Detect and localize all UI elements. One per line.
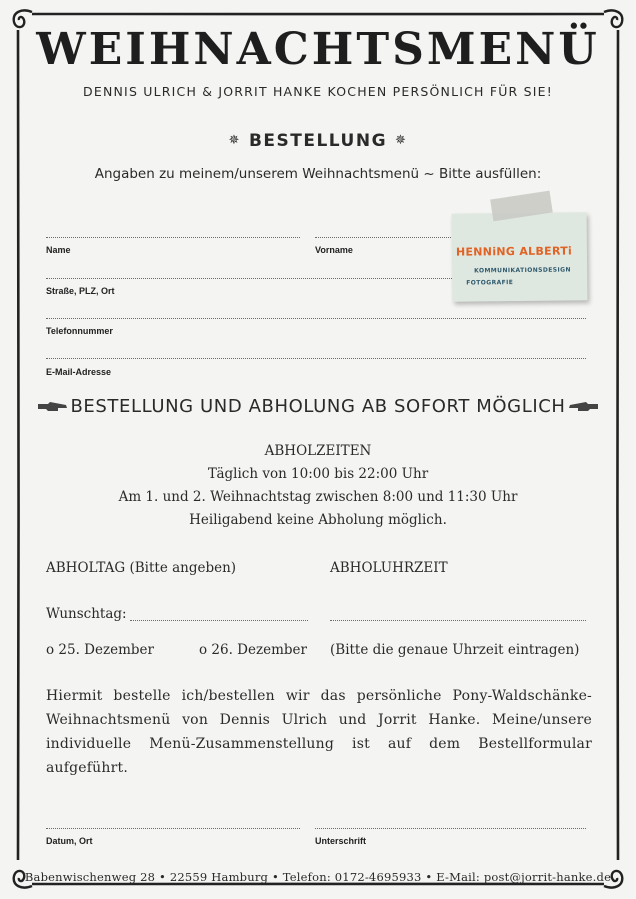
sponsor-logo xyxy=(452,212,588,301)
time-hint: (Bitte die genaue Uhrzeit eintragen) xyxy=(330,642,580,658)
star-ornament-icon: ✵ xyxy=(228,133,241,148)
page-title: WEIHNACHTSMENÜ xyxy=(36,24,600,75)
vorname-field[interactable] xyxy=(315,237,455,238)
logo-line-photo: FOTOGRAFIE xyxy=(466,279,514,287)
order-instructions: Angaben zu meinem/unserem Weihnachtsmenü ~ Bitte ausfüllen: xyxy=(94,166,542,182)
footer-contact: Babenwischenweg 28 • 22559 Hamburg • Telefon: 0172-4695933 • E-Mail: post@jorrit-hanke.de xyxy=(24,870,612,884)
pickup-time-field[interactable] xyxy=(330,620,586,621)
signature-label: Unterschrift xyxy=(315,836,367,846)
phone-field[interactable] xyxy=(46,318,586,319)
address-field[interactable] xyxy=(46,278,456,279)
pickup-times-heading: ABHOLZEITEN xyxy=(264,443,372,459)
pickup-time-line: Heiligabend keine Abholung möglich. xyxy=(189,512,447,528)
phone-label: Telefonnummer xyxy=(46,326,113,336)
order-heading-text: BESTELLUNG xyxy=(248,131,388,151)
pickup-time-line: Täglich von 10:00 bis 22:00 Uhr xyxy=(207,466,429,482)
pickup-time-label: ABHOLUHRZEIT xyxy=(330,560,448,576)
date-place-label: Datum, Ort xyxy=(46,836,93,846)
email-label: E-Mail-Adresse xyxy=(46,367,112,377)
name-field[interactable] xyxy=(46,237,300,238)
logo-line-design: KOMMUNIKATIONSDESIGN xyxy=(474,266,571,275)
wish-day-label: Wunschtag: xyxy=(46,606,127,622)
logo-name: HENNiNG ALBERTi xyxy=(455,244,573,259)
option-dec-26[interactable]: o 26. Dezember xyxy=(199,642,307,658)
signature-field[interactable] xyxy=(315,828,586,829)
wish-day-field[interactable] xyxy=(130,620,308,621)
order-heading xyxy=(0,131,636,151)
pickup-day-label: ABHOLTAG (Bitte angeben) xyxy=(46,560,237,576)
star-ornament-icon: ✵ xyxy=(395,133,408,148)
vorname-label: Vorname xyxy=(315,245,353,255)
email-field[interactable] xyxy=(46,358,586,359)
pickup-banner: BESTELLUNG UND ABHOLUNG AB SOFORT MÖGLICH xyxy=(70,396,566,417)
name-label: Name xyxy=(46,245,71,255)
pickup-time-line: Am 1. und 2. Weihnachtstag zwischen 8:00 und 11:30 Uhr xyxy=(118,489,518,505)
declaration-text: Hiermit bestelle ich/bestellen wir das persönliche Pony-Waldschänke-Weihnachtsmenü von Dennis Ulrich und Jorrit Hanke. Meine/unsere individuelle Menü-Zusammenstellung ist auf dem Bestellformular aufgeführt. xyxy=(46,688,592,776)
date-place-field[interactable] xyxy=(46,828,300,829)
page-subtitle: DENNIS ULRICH & JORRIT HANKE KOCHEN PERSÖNLICH FÜR SIE! xyxy=(83,84,553,99)
pointing-hand-left-icon xyxy=(566,399,600,415)
address-label: Straße, PLZ, Ort xyxy=(46,286,115,296)
option-dec-25[interactable]: o 25. Dezember xyxy=(46,642,154,658)
